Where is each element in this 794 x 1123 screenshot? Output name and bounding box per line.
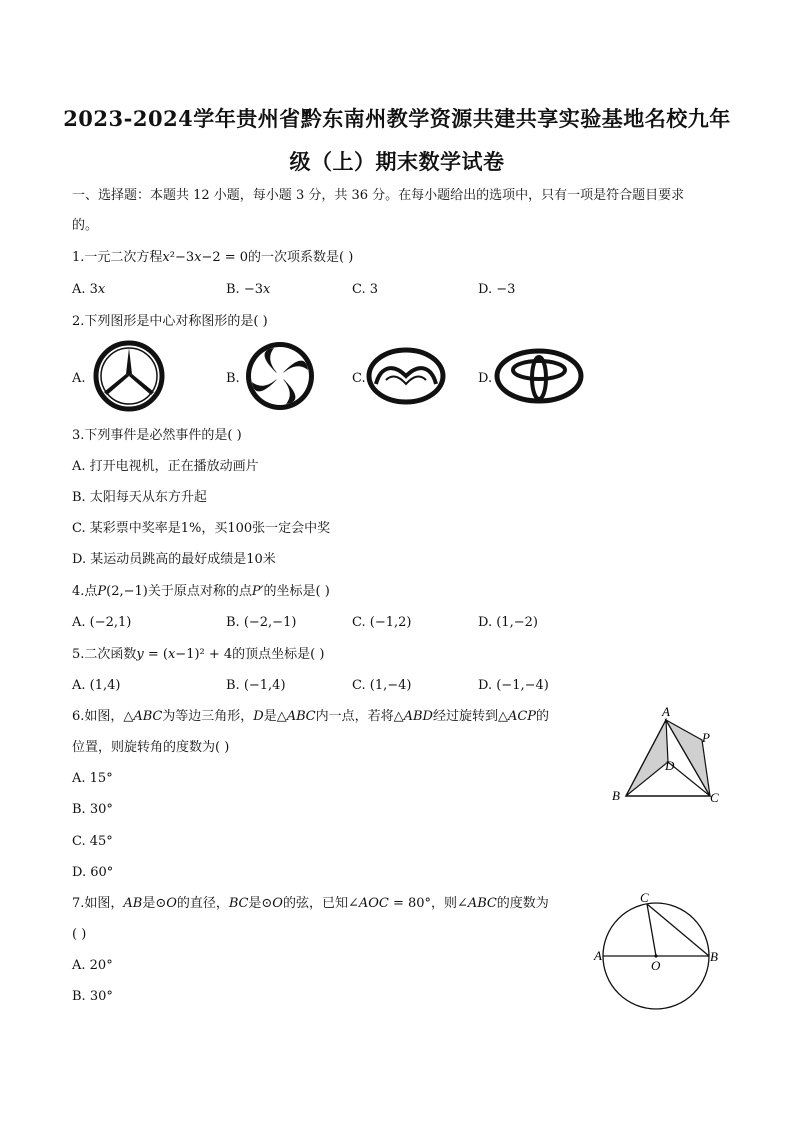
question-3-option-d[interactable]: D. 某运动员跳高的最好成绩是10米 — [72, 552, 276, 567]
question-2-option-c[interactable]: C. — [352, 371, 366, 386]
question-6-option-b[interactable]: B. 30° — [72, 802, 113, 817]
figure-label-o: O — [651, 958, 661, 973]
figure-label-a: A — [662, 704, 670, 719]
figure-label-b: B — [710, 949, 718, 964]
question-6-option-a[interactable]: A. 15° — [72, 771, 113, 786]
figure-label-b: B — [612, 788, 620, 803]
question-1-option-a[interactable]: A. 3𝑥 — [72, 282, 106, 297]
figure-label-a: A — [594, 948, 602, 963]
circle-figure — [590, 888, 726, 1012]
question-5-option-b[interactable]: B. (−1,4) — [226, 678, 286, 693]
question-6-option-d[interactable]: D. 60° — [72, 865, 114, 880]
wing-logo-icon — [366, 346, 446, 406]
figure-label-c: C — [640, 890, 649, 905]
triangle-figure — [606, 700, 726, 810]
paper-title-line1: 2023-2024学年贵州省黔东南州教学资源共建共享实验基地名校九年 — [63, 106, 731, 131]
question-3-option-a[interactable]: A. 打开电视机，正在播放动画片 — [72, 459, 259, 474]
question-2-option-b[interactable]: B. — [226, 371, 240, 386]
question-1-stem: 1.一元二次方程𝑥²−3𝑥−2 = 0的一次项系数是( ) — [72, 250, 354, 265]
section-heading: 一、选择题：本题共 12 小题，每小题 3 分，共 36 分。在每小题给出的选项中，只有一项是符合题目要求 — [72, 188, 685, 203]
section-heading-cont: 的。 — [72, 218, 99, 233]
question-3-stem: 3.下列事件是必然事件的是( ) — [72, 428, 242, 443]
question-6-stem: 6.如图，△𝐴𝐵𝐶为等边三角形，𝐷是△𝐴𝐵𝐶内一点，若将△𝐴𝐵𝐷经过旋转到△𝐴𝐶𝑃的 — [72, 709, 550, 724]
question-5-option-a[interactable]: A. (1,4) — [72, 678, 121, 693]
question-2-option-d[interactable]: D. — [478, 371, 493, 386]
question-4-stem: 4.点𝑃(2,−1)关于原点对称的点𝑃′的坐标是( ) — [72, 584, 330, 599]
figure-label-p: P — [702, 730, 710, 745]
swirl-logo-icon — [244, 340, 316, 412]
question-2-option-a[interactable]: A. — [72, 371, 86, 386]
question-7-option-b[interactable]: B. 30° — [72, 989, 113, 1004]
question-4-option-c[interactable]: C. (−1,2) — [352, 615, 412, 630]
oval-logo-icon — [494, 348, 584, 404]
question-5-option-c[interactable]: C. (1,−4) — [352, 678, 412, 693]
question-1-option-d[interactable]: D. −3 — [478, 282, 516, 297]
question-1-option-b[interactable]: B. −3𝑥 — [226, 282, 271, 297]
question-3-option-b[interactable]: B. 太阳每天从东方升起 — [72, 490, 207, 505]
mercedes-logo-icon — [90, 340, 168, 412]
question-1-option-c[interactable]: C. 3 — [352, 282, 379, 297]
figure-label-d: D — [665, 758, 675, 773]
question-7-option-a[interactable]: A. 20° — [72, 958, 113, 973]
question-6-option-c[interactable]: C. 45° — [72, 834, 113, 849]
question-5-stem: 5.二次函数𝑦 = (𝑥−1)² + 4的顶点坐标是( ) — [72, 647, 325, 662]
question-6-stem-cont: 位置，则旋转角的度数为( ) — [72, 740, 230, 755]
figure-label-c: C — [710, 790, 719, 805]
question-5-option-d[interactable]: D. (−1,−4) — [478, 678, 549, 693]
question-4-option-a[interactable]: A. (−2,1) — [72, 615, 132, 630]
question-4-option-d[interactable]: D. (1,−2) — [478, 615, 538, 630]
question-7-stem: 7.如图，𝐴𝐵是⊙𝑂的直径，𝐵𝐶是⊙𝑂的弦，已知∠𝐴𝑂𝐶 = 80°，则∠𝐴𝐵𝐶的度数为 — [72, 896, 549, 911]
question-2-stem: 2.下列图形是中心对称图形的是( ) — [72, 314, 268, 329]
question-7-stem-cont: ( ) — [72, 927, 87, 942]
paper-title-line2: 级（上）期末数学试卷 — [289, 149, 505, 174]
question-4-option-b[interactable]: B. (−2,−1) — [226, 615, 297, 630]
question-3-option-c[interactable]: C. 某彩票中奖率是1%，买100张一定会中奖 — [72, 521, 331, 536]
